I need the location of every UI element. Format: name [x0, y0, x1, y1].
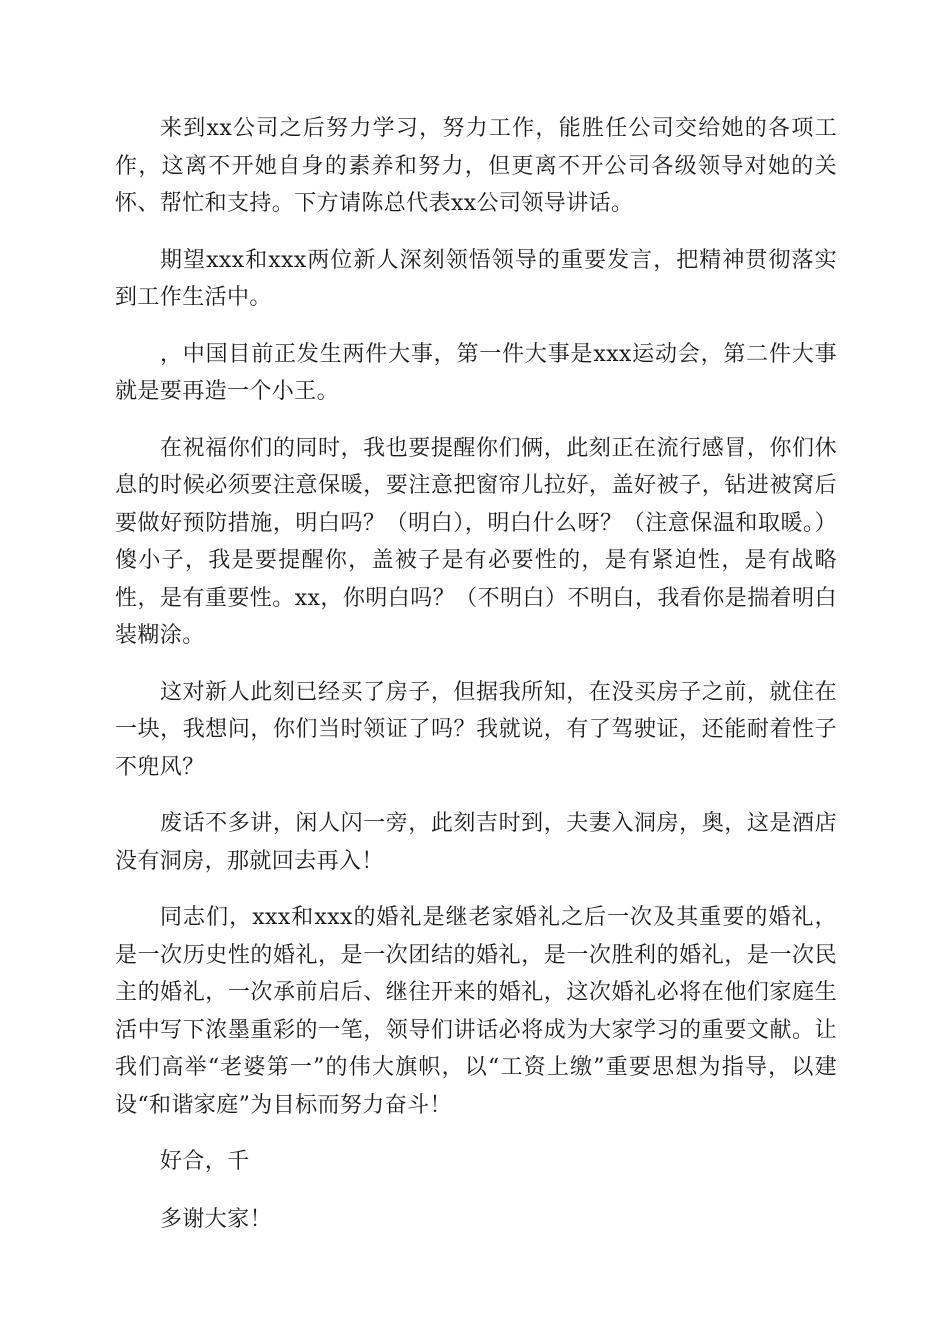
paragraph-7: 同志们，xxx和xxx的婚礼是继老家婚礼之后一次及其重要的婚礼，是一次历史性的婚礼，是一次团结的婚礼，是一次胜利的婚礼，是一次民主的婚礼，一次承前启后、继往开来的婚礼，这次婚礼必将在他们家庭生活中写下浓墨重彩的一笔，领导们讲话必将成为大家学习的重要文献。让我们高举“老婆第一”的伟大旗帜，以“工资上缴”重要思想为指导，以建设“和谐家庭”为目标而努力奋斗！ [115, 905, 837, 1118]
paragraph-1: 来到xx公司之后努力学习，努力工作，能胜任公司交给她的各项工作，这离不开她自身的素养和努力，但更离不开公司各级领导对她的关怀、帮忙和支持。下方请陈总代表xx公司领导讲话。 [115, 116, 837, 216]
document-body [115, 110, 837, 1258]
paragraph-3: ，中国目前正发生两件大事，第一件大事是xxx运动会，第二件大事就是要再造一个小王。 [115, 341, 837, 404]
paragraph-4: 在祝福你们的同时，我也要提醒你们俩，此刻正在流行感冒，你们休息的时候必须要注意保暖，要注意把窗帘儿拉好，盖好被子，钻进被窝后要做好预防措施，明白吗？（明白），明白什么呀？（注意保温和取暖。）傻小子，我是要提醒你，盖被子是有必要性的，是有紧迫性，是有战略性，是有重要性。xx，你明白吗？（不明白）不明白，我看你是揣着明白装糊涂。 [115, 435, 837, 648]
paragraph-8: 好合，千 [160, 1149, 250, 1174]
paragraph-2: 期望xxx和xxx两位新人深刻领悟领导的重要发言，把精神贯彻落实到工作生活中。 [115, 247, 837, 310]
paragraph-9: 多谢大家！ [160, 1206, 273, 1232]
paragraph-6: 废话不多讲，闲人闪一旁，此刻吉时到，夫妻入洞房，奥，这是酒店没有洞房，那就回去再入！ [115, 811, 837, 874]
paragraph-5: 这对新人此刻已经买了房子，但据我所知，在没买房子之前，就住在一块，我想问，你们当时领证了吗？我就说，有了驾驶证，还能耐着性子不兜风？ [115, 679, 837, 780]
